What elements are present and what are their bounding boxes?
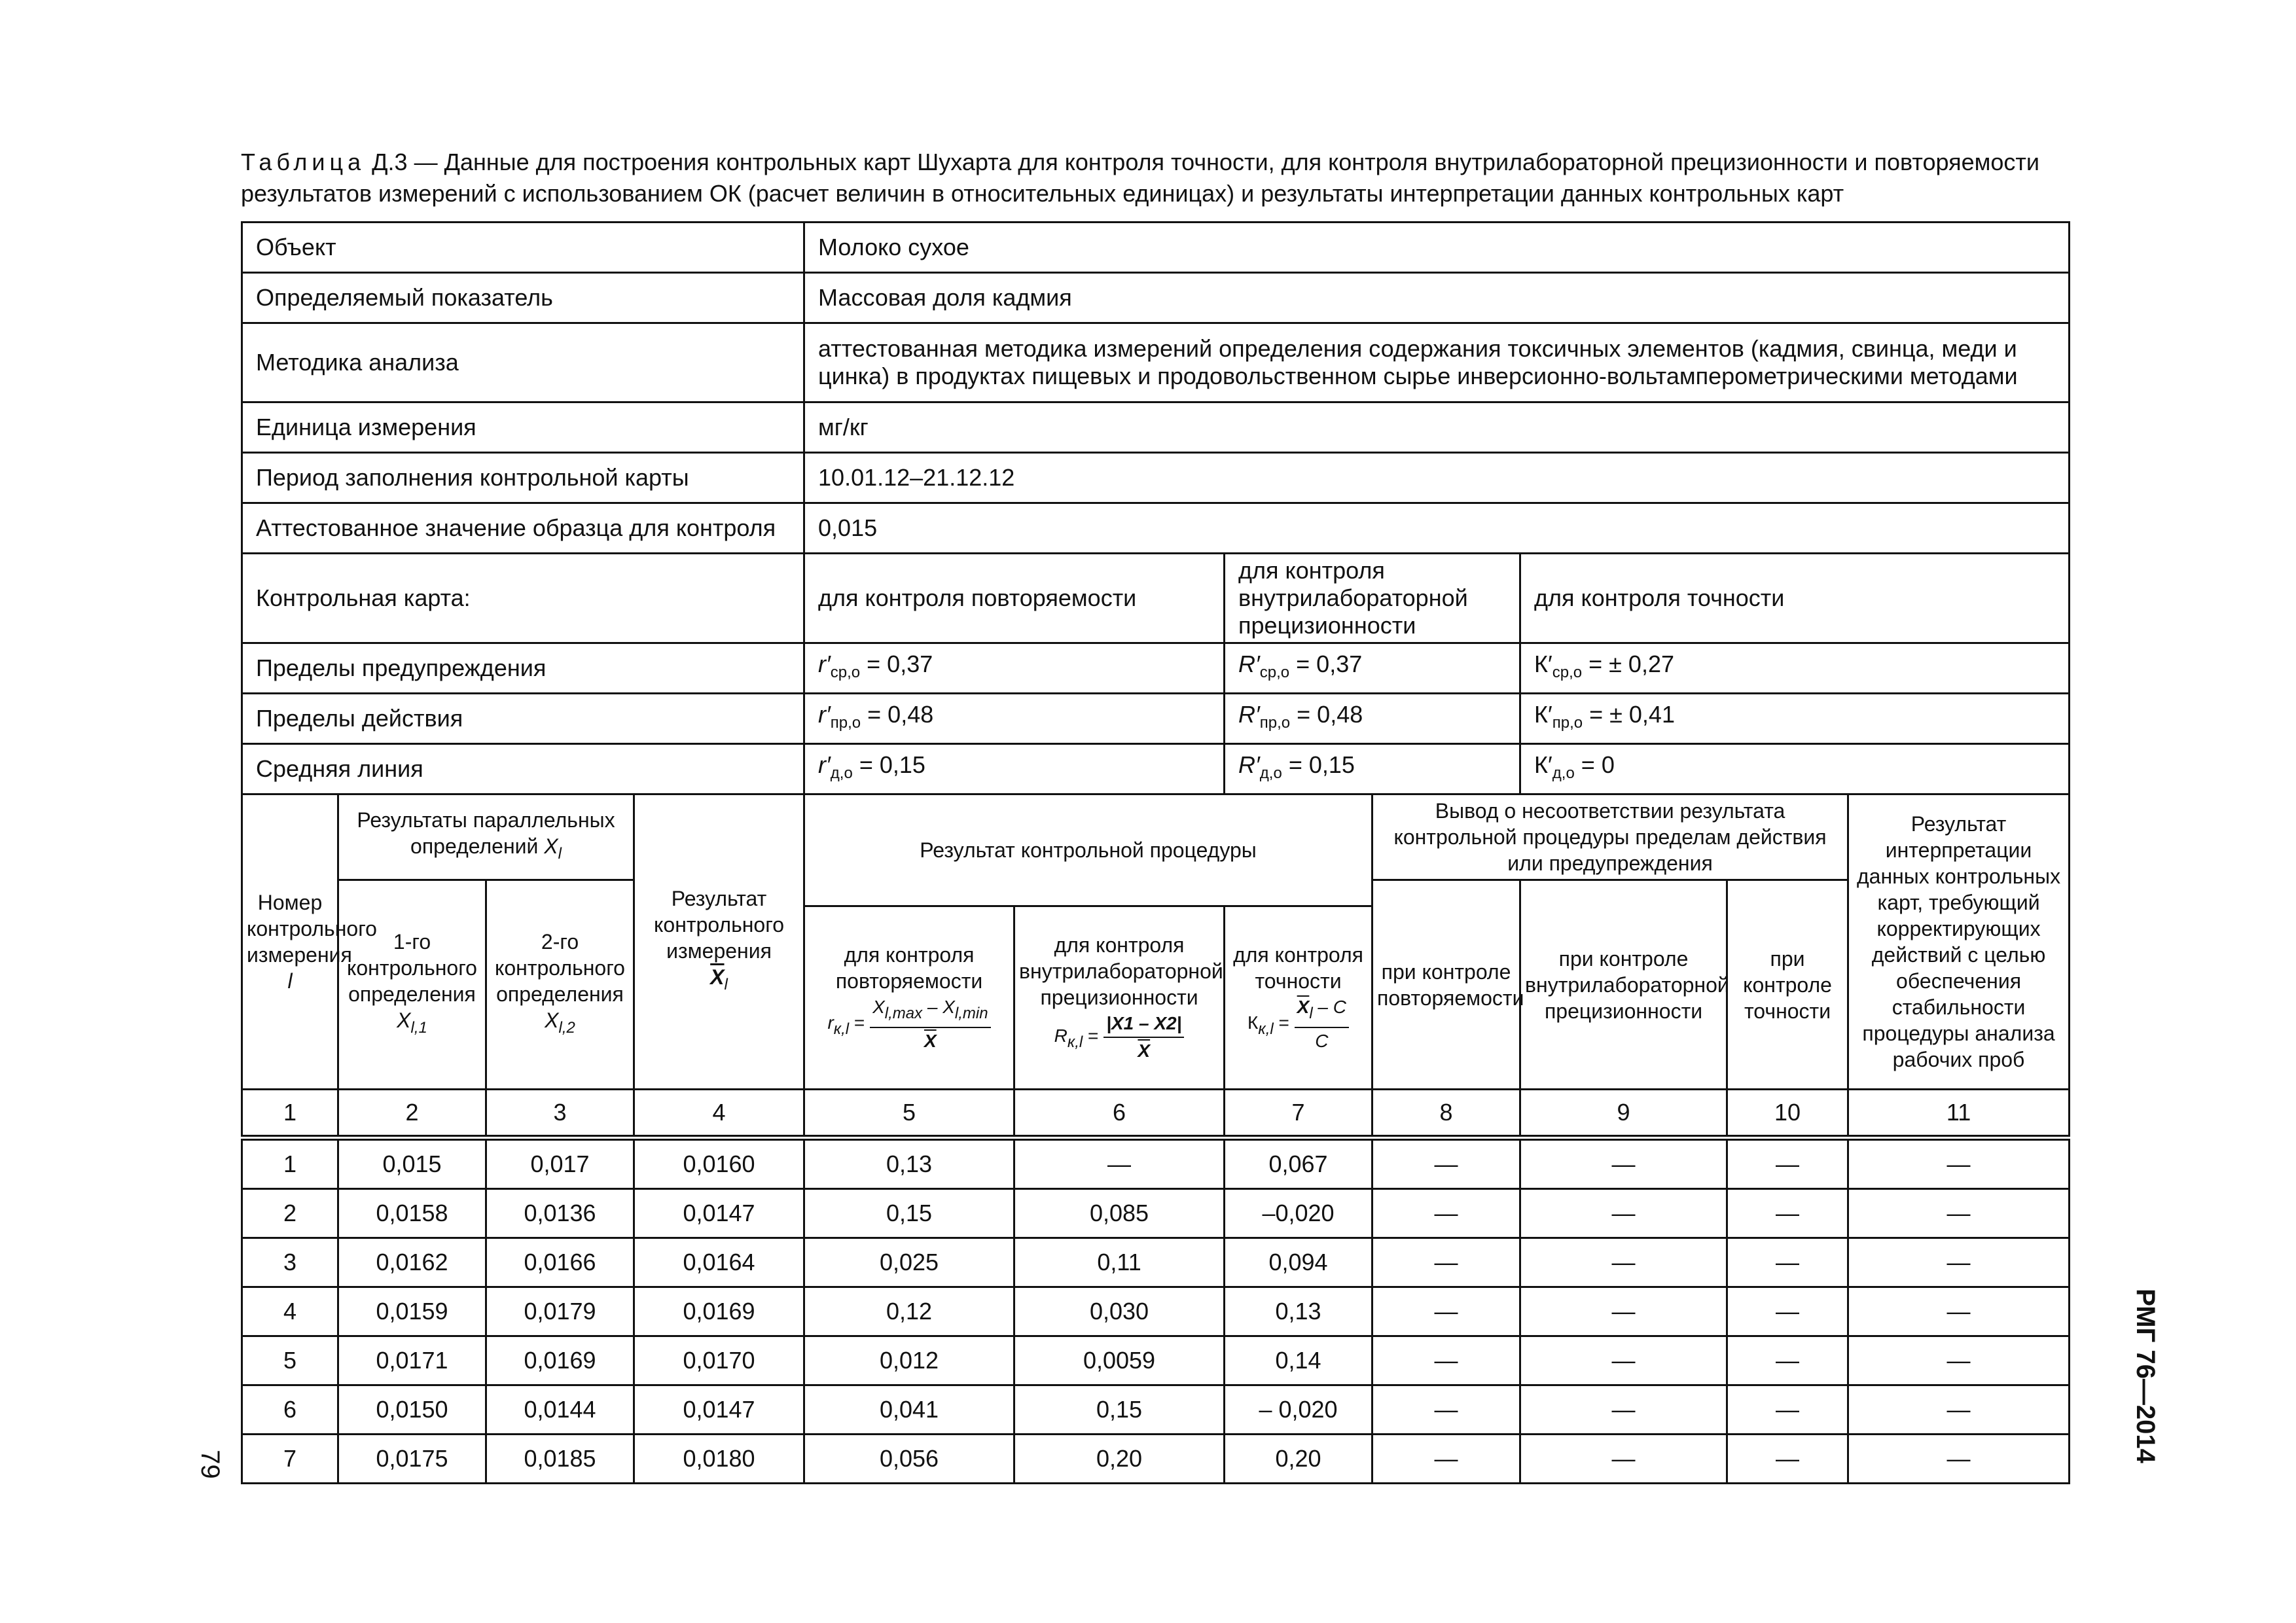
table-cell: — bbox=[1520, 1238, 1727, 1287]
table-cell: 0,0175 bbox=[338, 1435, 486, 1484]
table-cell: 0,012 bbox=[804, 1336, 1014, 1385]
header-second: 2-го контрольного определения $X_{l,2}$ bbox=[486, 880, 634, 1090]
row-certified bbox=[242, 503, 2070, 554]
table-cell: 5 bbox=[242, 1336, 338, 1385]
table-cell: 0,067 bbox=[1225, 1138, 1372, 1189]
action-R: $R'_{пр,о} = 0,48$ bbox=[1225, 694, 1520, 744]
table-cell: 0,0169 bbox=[486, 1336, 634, 1385]
table-cell: 0,0147 bbox=[634, 1385, 804, 1435]
table-cell: –0,020 bbox=[1225, 1189, 1372, 1238]
table-row bbox=[242, 1385, 2070, 1435]
table-cell: — bbox=[1727, 1435, 1848, 1484]
row-indicator bbox=[242, 273, 2070, 323]
table-cell: — bbox=[1372, 1238, 1520, 1287]
table-row bbox=[242, 1238, 2070, 1287]
table-cell: 4 bbox=[242, 1287, 338, 1336]
colnum-4: 4 bbox=[634, 1090, 804, 1138]
table-cell: — bbox=[1727, 1138, 1848, 1189]
table-cell: — bbox=[1372, 1435, 1520, 1484]
table-cell: 0,0180 bbox=[634, 1435, 804, 1484]
table-cell: 0,085 bbox=[1014, 1189, 1225, 1238]
table-row bbox=[242, 1138, 2070, 1189]
table-cell: 0,15 bbox=[804, 1189, 1014, 1238]
warning-r: $r'_{ср,о} = 0,37$ bbox=[804, 643, 1225, 694]
row-chart-types bbox=[242, 554, 2070, 643]
header-proc-accuracy: для контроля точности Кк,l = $\frac{\overline{X}l - С}{С}$ bbox=[1225, 906, 1372, 1090]
page-number: 79 bbox=[195, 1450, 224, 1479]
table-caption bbox=[241, 147, 2068, 209]
row-action-limits bbox=[242, 694, 2070, 744]
header-parallel: Результаты параллельных определений $X_l$ bbox=[338, 794, 634, 880]
colnum-3: 3 bbox=[486, 1090, 634, 1138]
table-cell: — bbox=[1727, 1336, 1848, 1385]
period-value: 10.01.12–21.12.12 bbox=[804, 453, 2070, 503]
table-cell: 0,0164 bbox=[634, 1238, 804, 1287]
warning-R: $R'_{ср,о} = 0,37$ bbox=[1225, 643, 1520, 694]
warning-label: Пределы предупреждения bbox=[242, 643, 804, 694]
unit-value: мг/кг bbox=[804, 402, 2070, 453]
table-cell: 0,094 bbox=[1225, 1238, 1372, 1287]
row-unit bbox=[242, 402, 2070, 453]
middle-R: $R'_{д,о} = 0,15$ bbox=[1225, 744, 1520, 794]
table-cell: 0,20 bbox=[1225, 1435, 1372, 1484]
header-interpretation: Результат интерпретации данных контрольных карт, требующий корректирующих действий с целью обеспечения стабильности процедуры анализа рабочих проб bbox=[1848, 794, 2070, 1090]
table-cell: 0,13 bbox=[1225, 1287, 1372, 1336]
table-cell: — bbox=[1520, 1336, 1727, 1385]
certified-value: 0,015 bbox=[804, 503, 2070, 554]
indicator-value: Массовая доля кадмия bbox=[804, 273, 2070, 323]
chart-accuracy: для контроля точности bbox=[1520, 554, 2070, 643]
table-cell: 0,0170 bbox=[634, 1336, 804, 1385]
table-row bbox=[242, 1435, 2070, 1484]
table-cell: 0,017 bbox=[486, 1138, 634, 1189]
middle-label: Средняя линия bbox=[242, 744, 804, 794]
table-cell: 0,0171 bbox=[338, 1336, 486, 1385]
caption-label: Таблица bbox=[241, 149, 366, 175]
table-cell: 7 bbox=[242, 1435, 338, 1484]
table-cell: 0,13 bbox=[804, 1138, 1014, 1189]
table-cell: — bbox=[1848, 1336, 2070, 1385]
colnum-7: 7 bbox=[1225, 1090, 1372, 1138]
table-row bbox=[242, 1287, 2070, 1336]
table-cell: — bbox=[1372, 1336, 1520, 1385]
method-label: Методика анализа bbox=[242, 323, 804, 402]
warning-K: $К'_{ср,о}$ = ± 0,27 bbox=[1520, 643, 2070, 694]
table-cell: 0,030 bbox=[1014, 1287, 1225, 1336]
middle-r: $r'_{д,о} = 0,15$ bbox=[804, 744, 1225, 794]
header-row-1 bbox=[242, 794, 2070, 880]
unit-label: Единица измерения bbox=[242, 402, 804, 453]
data-rows bbox=[242, 1138, 2070, 1484]
certified-label: Аттестованное значение образца для контроля bbox=[242, 503, 804, 554]
table-cell: 3 bbox=[242, 1238, 338, 1287]
table-cell: 1 bbox=[242, 1138, 338, 1189]
action-r: $r'_{пр,о} = 0,48$ bbox=[804, 694, 1225, 744]
colnum-8: 8 bbox=[1372, 1090, 1520, 1138]
colnum-9: 9 bbox=[1520, 1090, 1727, 1138]
table-cell: — bbox=[1372, 1189, 1520, 1238]
table-cell: — bbox=[1727, 1189, 1848, 1238]
action-K: $К'_{пр,о}$ = ± 0,41 bbox=[1520, 694, 2070, 744]
chart-intralab: для контроля внутрилабораторной прецизионности bbox=[1225, 554, 1520, 643]
period-label: Период заполнения контрольной карты bbox=[242, 453, 804, 503]
header-num: Номер контрольного измерения l bbox=[242, 794, 338, 1090]
table-cell: — bbox=[1848, 1138, 2070, 1189]
table-cell: — bbox=[1848, 1238, 2070, 1287]
table-cell: — bbox=[1520, 1385, 1727, 1435]
table-cell: 0,0162 bbox=[338, 1238, 486, 1287]
table-cell: 0,15 bbox=[1014, 1385, 1225, 1435]
table-cell: 0,0179 bbox=[486, 1287, 634, 1336]
column-number-row bbox=[242, 1090, 2070, 1138]
table-cell: 0,041 bbox=[804, 1385, 1014, 1435]
table-cell: — bbox=[1014, 1138, 1225, 1189]
row-warning-limits bbox=[242, 643, 2070, 694]
header-concl-repeat: при контроле повторяемости bbox=[1372, 880, 1520, 1090]
colnum-2: 2 bbox=[338, 1090, 486, 1138]
chart-label: Контрольная карта: bbox=[242, 554, 804, 643]
table-cell: 0,0150 bbox=[338, 1385, 486, 1435]
colnum-10: 10 bbox=[1727, 1090, 1848, 1138]
table-cell: — bbox=[1727, 1238, 1848, 1287]
colnum-11: 11 bbox=[1848, 1090, 2070, 1138]
colnum-5: 5 bbox=[804, 1090, 1014, 1138]
table-cell: 0,0169 bbox=[634, 1287, 804, 1336]
header-concl-accuracy: при контроле точности bbox=[1727, 880, 1848, 1090]
header-conclusion: Вывод о несоответствии результата контрольной процедуры пределам действия или предупреждения bbox=[1372, 794, 1848, 880]
table-cell: 0,056 bbox=[804, 1435, 1014, 1484]
table-cell: 0,14 bbox=[1225, 1336, 1372, 1385]
middle-K: $К'_{д,о} = 0$ bbox=[1520, 744, 2070, 794]
table-cell: 0,0160 bbox=[634, 1138, 804, 1189]
table-cell: — bbox=[1372, 1385, 1520, 1435]
table-cell: — bbox=[1727, 1385, 1848, 1435]
table-cell: — bbox=[1372, 1138, 1520, 1189]
indicator-label: Определяемый показатель bbox=[242, 273, 804, 323]
table-cell: 0,0159 bbox=[338, 1287, 486, 1336]
chart-repeat: для контроля повторяемости bbox=[804, 554, 1225, 643]
table-cell: 0,12 bbox=[804, 1287, 1014, 1336]
table-cell: 0,025 bbox=[804, 1238, 1014, 1287]
row-method bbox=[242, 323, 2070, 402]
object-label: Объект bbox=[242, 223, 804, 273]
table-cell: 0,0144 bbox=[486, 1385, 634, 1435]
table-cell: 0,0136 bbox=[486, 1189, 634, 1238]
table-cell: 0,0059 bbox=[1014, 1336, 1225, 1385]
document-code: РМГ 76—2014 bbox=[2130, 1289, 2160, 1463]
table-cell: 0,0185 bbox=[486, 1435, 634, 1484]
table-cell: 0,015 bbox=[338, 1138, 486, 1189]
table-cell: — bbox=[1520, 1287, 1727, 1336]
colnum-6: 6 bbox=[1014, 1090, 1225, 1138]
row-middle-line bbox=[242, 744, 2070, 794]
table-cell: — bbox=[1848, 1385, 2070, 1435]
object-value: Молоко сухое bbox=[804, 223, 2070, 273]
table-cell: — bbox=[1848, 1189, 2070, 1238]
header-first: 1-го контрольного определения $X_{l,1}$ bbox=[338, 880, 486, 1090]
table-cell: 0,20 bbox=[1014, 1435, 1225, 1484]
header-result: Результат контрольного измерения $\overline{X}_l$ bbox=[634, 794, 804, 1090]
table-cell: 0,11 bbox=[1014, 1238, 1225, 1287]
table-cell: 0,0166 bbox=[486, 1238, 634, 1287]
table-cell: – 0,020 bbox=[1225, 1385, 1372, 1435]
table-cell: — bbox=[1727, 1287, 1848, 1336]
table-cell: 0,0147 bbox=[634, 1189, 804, 1238]
table-cell: 2 bbox=[242, 1189, 338, 1238]
table-cell: — bbox=[1848, 1287, 2070, 1336]
table-row bbox=[242, 1336, 2070, 1385]
action-label: Пределы действия bbox=[242, 694, 804, 744]
header-procedure: Результат контрольной процедуры bbox=[804, 794, 1372, 906]
caption-text: Д.3 — Данные для построения контрольных карт Шухарта для контроля точности, для контроля внутрилабораторной прецизионности и повторяемости результатов измерений с использованием ОК (расчет величин в относительных единицах) и результаты интерпретации данных контрольных карт bbox=[241, 149, 2039, 207]
table-cell: 6 bbox=[242, 1385, 338, 1435]
table-cell: — bbox=[1520, 1138, 1727, 1189]
header-concl-intralab: при контроле внутрилабораторной прецизионности bbox=[1520, 880, 1727, 1090]
row-object bbox=[242, 223, 2070, 273]
table-cell: 0,0158 bbox=[338, 1189, 486, 1238]
header-proc-intralab: для контроля внутрилабораторной прецизионности Rк,l = $\frac{|X1 - X2|}{X}$ bbox=[1014, 906, 1225, 1090]
table-cell: — bbox=[1520, 1435, 1727, 1484]
method-value: аттестованная методика измерений определения содержания токсичных элементов (кадмия, свинца, меди и цинка) в продуктах пищевых и продовольственном сырье инверсионно-вольтамперометрическими методами bbox=[804, 323, 2070, 402]
colnum-1: 1 bbox=[242, 1090, 338, 1138]
table-cell: — bbox=[1372, 1287, 1520, 1336]
row-period bbox=[242, 453, 2070, 503]
table-row bbox=[242, 1189, 2070, 1238]
table-cell: — bbox=[1520, 1189, 1727, 1238]
table-cell: — bbox=[1848, 1435, 2070, 1484]
header-proc-repeat: для контроля повторяемости rк,l = $\frac{Xl,\max - Xl,\min}{X}$ bbox=[804, 906, 1014, 1090]
data-table bbox=[241, 221, 2070, 1484]
